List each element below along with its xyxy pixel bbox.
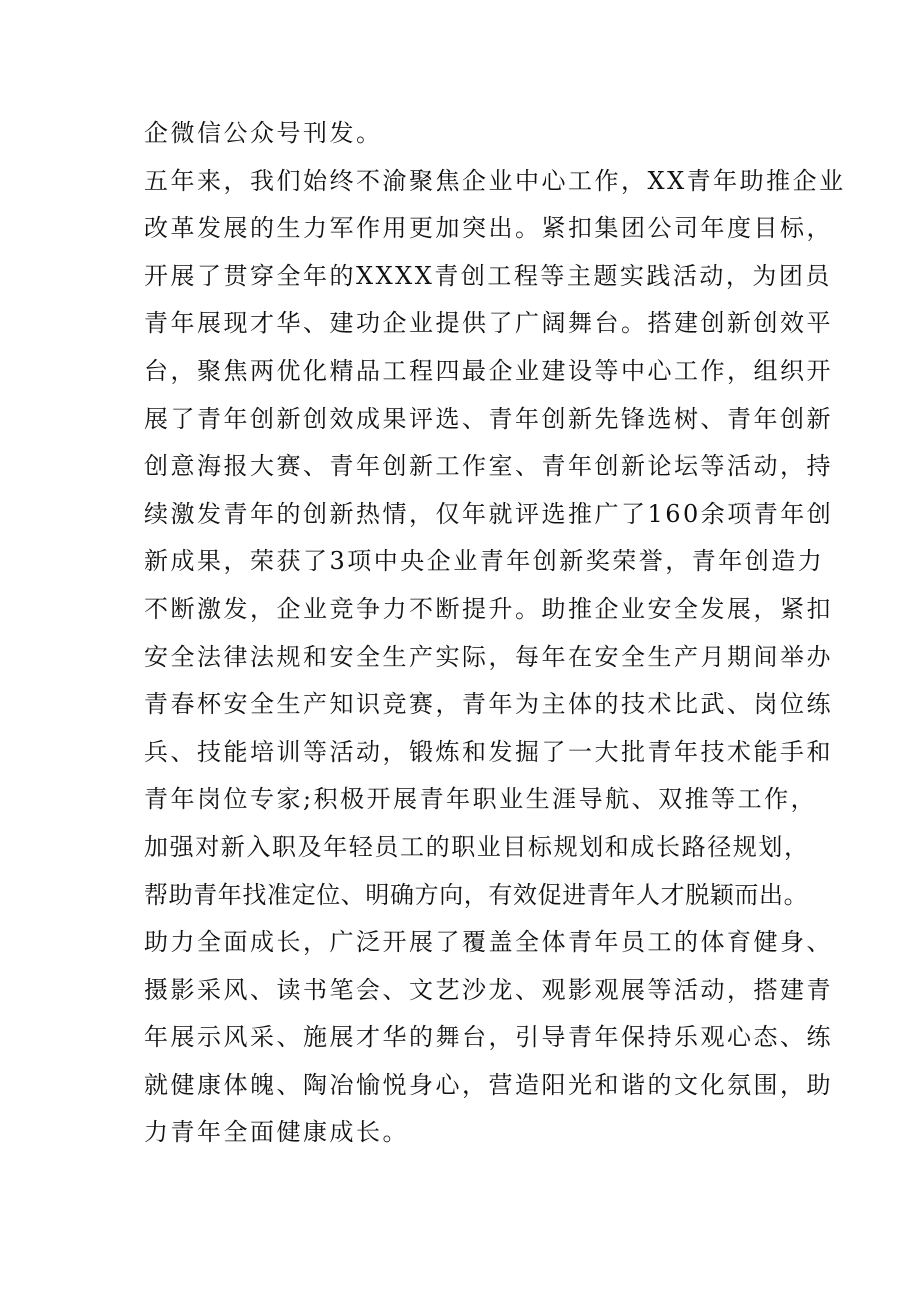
text-line: 加强对新入职及年轻员工的职业目标规划和成长路径规划， xyxy=(144,832,810,861)
text-line: 力青年全面健康成长。 xyxy=(144,1118,409,1147)
text-line: 摄影采风、读书笔会、文艺沙龙、观影观展等活动，搭建青 xyxy=(144,975,833,1004)
text-line: 开展了贯穿全年的XXXX青创工程等主题实践活动，为团员 xyxy=(144,261,832,290)
text-line: 新成果，荣获了3项中央企业青年创新奖荣誉，青年创造力 xyxy=(144,547,825,576)
text-line: 续激发青年的创新热情，仅年就评选推广了160余项青年创 xyxy=(144,499,834,528)
text-line: 改革发展的生力军作用更加突出。紧扣集团公司年度目标， xyxy=(144,214,833,243)
text-line: 助力全面成长，广泛开展了覆盖全体青年员工的体育健身、 xyxy=(144,928,833,957)
text-line: 青年展现才华、建功企业提供了广阔舞台。搭建创新创效平 xyxy=(144,309,833,338)
text-line: 青春杯安全生产知识竞赛，青年为主体的技术比武、岗位练 xyxy=(144,690,833,719)
text-line: 年展示风采、施展才华的舞台，引导青年保持乐观心态、练 xyxy=(144,1023,833,1052)
text-line: 创意海报大赛、青年创新工作室、青年创新论坛等活动，持 xyxy=(144,452,833,481)
text-line: 五年来，我们始终不渝聚焦企业中心工作，XX青年助推企业 xyxy=(144,166,846,195)
body-text xyxy=(144,110,846,1157)
text-line: 台，聚焦两优化精品工程四最企业建设等中心工作，组织开 xyxy=(144,356,833,385)
text-line: 兵、技能培训等活动，锻炼和发掘了一大批青年技术能手和 xyxy=(144,737,833,766)
text-line: 帮助青年找准定位、明确方向，有效促进青年人才脱颖而出。 xyxy=(144,880,809,909)
text-line: 企微信公众号刊发。 xyxy=(144,119,383,147)
text-line: 安全法律法规和安全生产实际，每年在安全生产月期间举办 xyxy=(144,642,833,671)
text-line: 就健康体魄、陶冶愉悦身心，营造阳光和谐的文化氛围，助 xyxy=(144,1070,833,1099)
text-line: 不断激发，企业竞争力不断提升。助推企业安全发展，紧扣 xyxy=(144,594,833,623)
text-line: 展了青年创新创效成果评选、青年创新先锋选树、青年创新 xyxy=(144,404,833,433)
text-line: 青年岗位专家;积极开展青年职业生涯导航、双推等工作， xyxy=(144,785,818,814)
